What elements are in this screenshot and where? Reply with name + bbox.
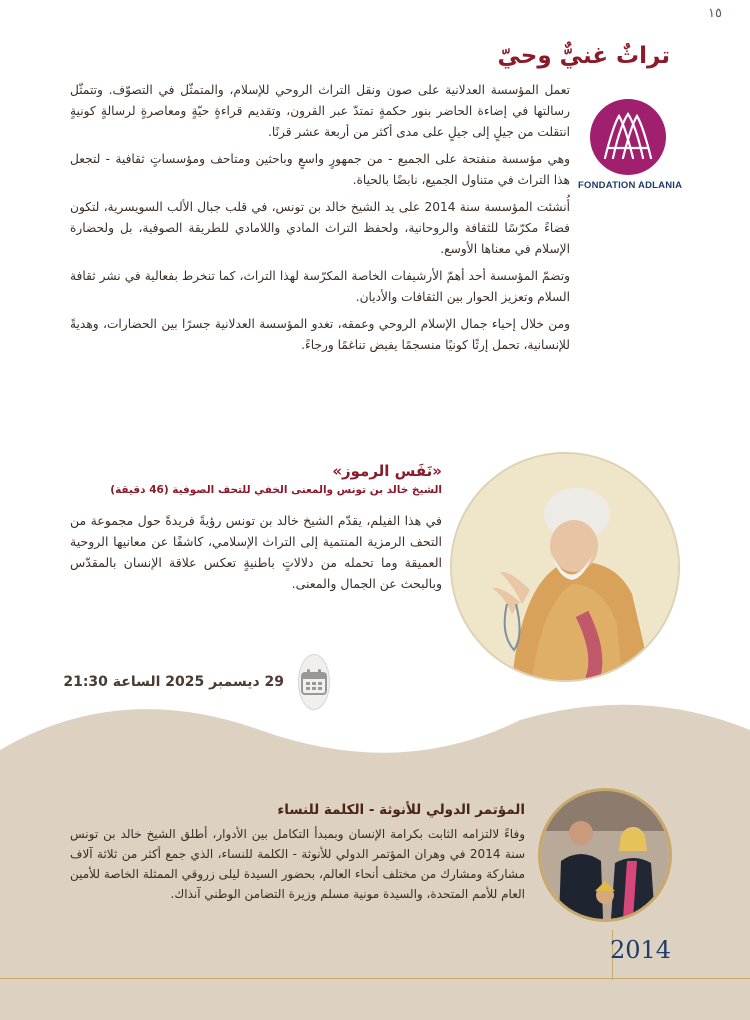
adlania-logo-icon <box>589 98 667 176</box>
page-number: ١٥ <box>708 6 722 21</box>
film-section <box>70 462 442 594</box>
film-title: «نَفَس الرموز» <box>332 462 442 480</box>
intro-text <box>70 80 570 362</box>
conference-description: وفاءً لالتزامه الثابت بكرامة الإنسان وبمبدأ التكامل بين الأدوار، أطلق الشيخ خالد بن تونس سنة 2014 في وهران المؤتمر الدولي للأنوثة - الكلمة للنساء، الذي جمع أكثر من ثلاثة آلاف مشاركة ومشارك من مختلف أنحاء العالم، بحضور السيدة ليلى زروقي الممثلة الخاصة للأمين العام للأمم المتحدة، والسيدة مونية مسلم وزيرة التضامن الوطني آنذاك. <box>70 827 525 901</box>
conference-photo <box>538 788 672 922</box>
intro-paragraph: أُنشئت المؤسسة سنة 2014 على يد الشيخ خالد بن تونس، في قلب جبال الألب السويسرية، لتكون فضاءً مكرّسًا للثقافة والروحانية، ولحفظ التراث المادي واللامادي للطريقة الصوفية، بل ولحضارة الإسلام في معناها الأوسع. <box>70 200 570 256</box>
date-text: 29 ديسمبر 2025 الساعة 21:30 <box>63 674 284 690</box>
intro-paragraph: وتضمّ المؤسسة أحد أهمّ الأرشيفات الخاصة المكرّسة لهذا التراث، كما تنخرط بفعالية في نشر ثقافة السلام وتعزيز الحوار بين الثقافات والأديان. <box>70 269 570 304</box>
sufi-portrait-image <box>452 454 678 680</box>
intro-paragraph: تعمل المؤسسة العدلانية على صون ونقل التراث الروحي للإسلام، والمتمثّل في التصوّف. وتتمثّل رسالتها في إضاءة الحاضر بنور حكمةٍ تمتدّ عبر القرون، وتقديم قراءةٍ حيّةٍ ومعاصرةٍ لرسالةٍ كونيةٍ انتقلت من جيلٍ إلى جيلٍ على مدى أكثر من أربعة عشر قرنًا. <box>70 83 570 139</box>
timeline-horizontal-line <box>0 978 750 979</box>
intro-paragraph: ومن خلال إحياء جمال الإسلام الروحي وعمقه، تغدو المؤسسة العدلانية جسرًا بين الحضارات، وهديةً للإنسانية، تحمل إرثًا كونيًا منسجمًا يفيض تناغمًا ورجاءً. <box>70 317 570 352</box>
intro-paragraph: وهي مؤسسة منفتحة على الجميع - من جمهورٍ واسعٍ وباحثين ومتاحف ومؤسساتٍ ثقافية - لتجعل هذا التراث في متناول الجميع، نابضًا بالحياة. <box>70 152 570 187</box>
year-label: 2014 <box>610 936 672 964</box>
film-subtitle: الشيخ خالد بن تونس والمعنى الخفي للتحف الصوفية (46 دقيقة) <box>110 484 442 496</box>
page-title: تراثٌ غنيٌّ وحيّ <box>497 43 670 70</box>
conference-title: المؤتمر الدولي للأنوثة - الكلمة للنساء <box>277 802 525 818</box>
film-description: في هذا الفيلم، يقدّم الشيخ خالد بن تونس رؤيةً فريدةً حول مجموعة من التحف الرمزية المنتمية إلى التراث الإسلامي، كاشفًا عن معانيها الروحية العميقة وما تحمله من دلالاتٍ باطنيةٍ تعكس علاقة الإنسان بالمقدّس وبالبحث عن الجمال والمعنى. <box>70 513 442 591</box>
conference-section <box>70 802 525 904</box>
foundation-logo <box>578 98 683 191</box>
logo-text: FONDATION ADLANIA <box>578 180 683 191</box>
